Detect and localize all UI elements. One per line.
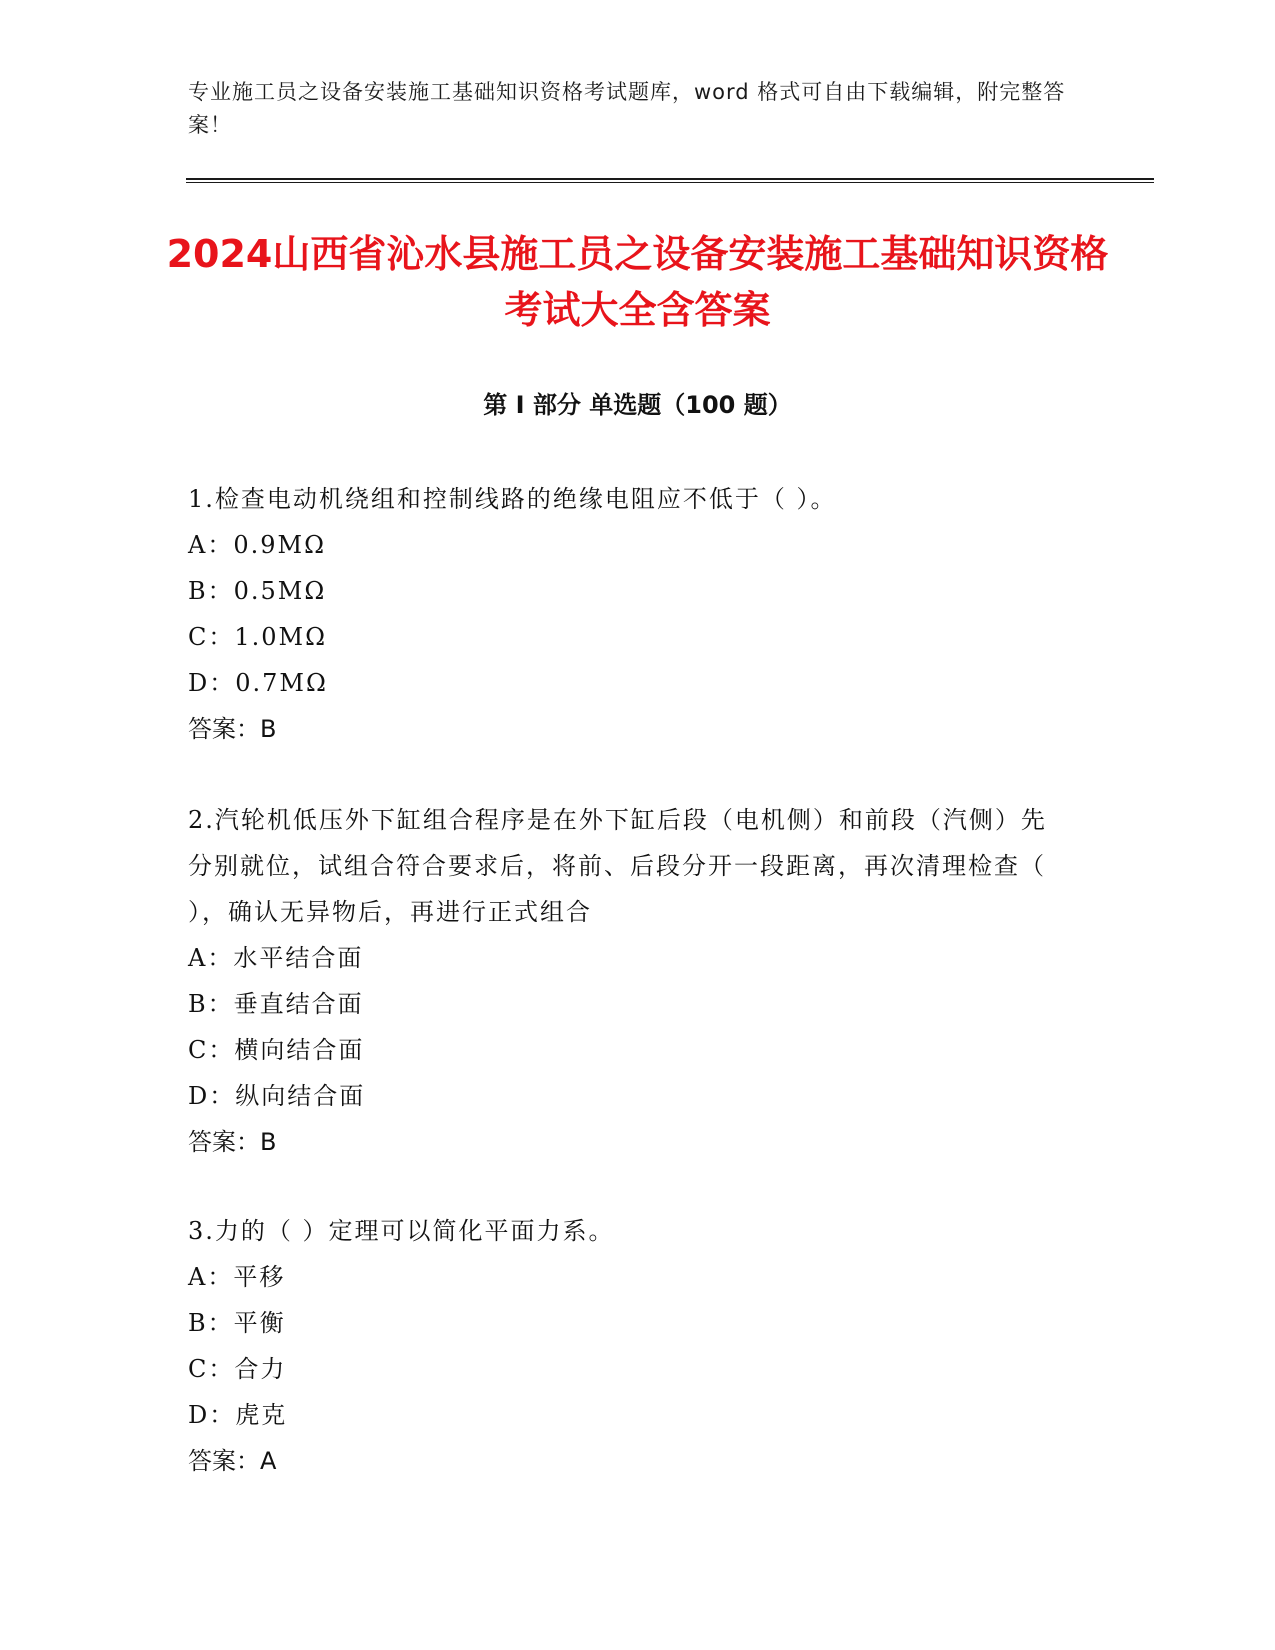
question-1 [188, 476, 1068, 752]
section-heading: 第 I 部分 单选题（100 题） [483, 391, 792, 419]
answer: 答案：A [188, 1447, 277, 1475]
question-2 [188, 797, 1068, 1165]
option-c: C：合力 [188, 1355, 287, 1383]
option-b: B：0.5MΩ [188, 577, 327, 605]
question-text: 3.力的（ ）定理可以简化平面力系。 [188, 1217, 615, 1245]
option-a: A：平移 [188, 1263, 286, 1291]
document-title: 2024山西省沁水县施工员之设备安装施工基础知识资格考试大全含答案 [166, 232, 1109, 332]
option-b: B：平衡 [188, 1309, 286, 1337]
option-a: A：水平结合面 [188, 944, 364, 972]
option-c: C：1.0MΩ [188, 623, 328, 651]
option-d: D：虎克 [188, 1401, 288, 1429]
answer: 答案：B [188, 715, 277, 743]
option-d: D：0.7MΩ [188, 669, 328, 697]
question-3 [188, 1208, 1068, 1484]
header-note: 专业施工员之设备安装施工基础知识资格考试题库，word 格式可自由下载编辑，附完整答案！ [188, 80, 1066, 137]
header-divider-thin [186, 182, 1154, 183]
header-divider [186, 178, 1154, 180]
question-text: 1.检查电动机绕组和控制线路的绝缘电阻应不低于（ ）。 [188, 485, 837, 513]
option-d: D：纵向结合面 [188, 1082, 366, 1110]
answer: 答案：B [188, 1128, 277, 1156]
question-text: 2.汽轮机低压外下缸组合程序是在外下缸后段（电机侧）和前段（汽侧）先分别就位，试组合符合要求后，将前、后段分开一段距离，再次清理检查（ ），确认无异物后，再进行正式组合 [188, 806, 1047, 926]
option-c: C：横向结合面 [188, 1036, 365, 1064]
option-a: A：0.9MΩ [188, 531, 326, 559]
option-b: B：垂直结合面 [188, 990, 364, 1018]
